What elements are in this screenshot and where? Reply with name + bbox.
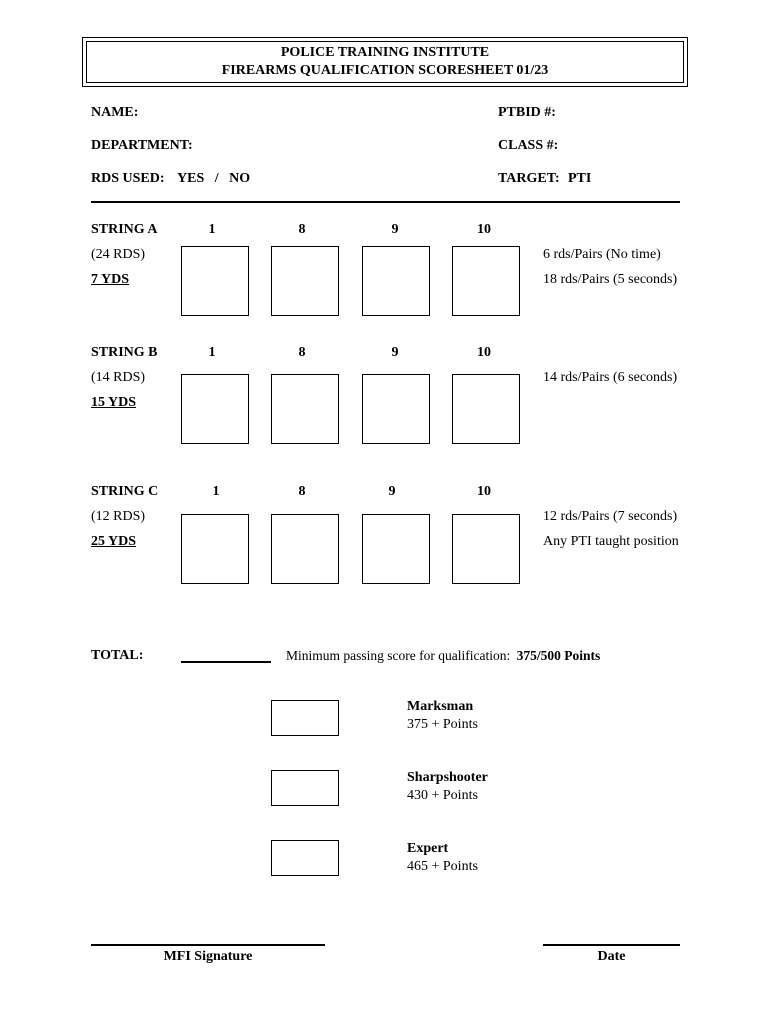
string-a-note-1: 6 rds/Pairs (No time)	[543, 247, 661, 262]
string-c-score-box-2[interactable]	[271, 514, 339, 584]
string-a-score-box-2[interactable]	[271, 246, 339, 316]
string-b-col-1: 1	[208, 345, 216, 360]
string-b-score-box-2[interactable]	[271, 374, 339, 444]
string-b-score-box-4[interactable]	[452, 374, 520, 444]
string-a-score-box-3[interactable]	[362, 246, 430, 316]
string-a-col-4: 10	[477, 222, 491, 237]
string-c-score-box-4[interactable]	[452, 514, 520, 584]
sharpshooter-points: 430 + Points	[407, 788, 478, 803]
string-b-col-2: 8	[298, 345, 306, 360]
institute-title: POLICE TRAINING INSTITUTE	[280, 45, 490, 60]
string-a-score-box-1[interactable]	[181, 246, 249, 316]
string-c-col-3: 9	[388, 484, 396, 499]
string-c-score-box-3[interactable]	[362, 514, 430, 584]
min-passing-text	[286, 648, 600, 664]
date-label: Date	[597, 949, 626, 964]
title-box	[82, 37, 688, 87]
string-b-distance: 15 YDS	[91, 395, 136, 410]
string-b-label: STRING B	[91, 345, 158, 360]
expert-label: Expert	[407, 841, 449, 856]
string-c-rounds: (12 RDS)	[91, 509, 146, 524]
min-passing-label: Minimum passing score for qualification:	[286, 648, 511, 663]
string-b-score-box-1[interactable]	[181, 374, 249, 444]
rds-used-label: RDS USED:	[91, 171, 165, 186]
total-score-line[interactable]	[181, 661, 271, 663]
sharpshooter-label: Sharpshooter	[407, 770, 488, 785]
scoresheet-title: FIREARMS QUALIFICATION SCORESHEET 01/23	[221, 63, 549, 78]
department-label: DEPARTMENT:	[91, 138, 193, 153]
string-c-col-1: 1	[212, 484, 220, 499]
sharpshooter-box[interactable]	[271, 770, 339, 806]
class-label: CLASS #:	[498, 138, 559, 153]
expert-box[interactable]	[271, 840, 339, 876]
string-a-note-2: 18 rds/Pairs (5 seconds)	[543, 272, 678, 287]
section-divider	[91, 201, 680, 203]
string-a-score-box-4[interactable]	[452, 246, 520, 316]
string-a-col-1: 1	[208, 222, 216, 237]
expert-points: 465 + Points	[407, 859, 478, 874]
date-line[interactable]	[543, 944, 680, 946]
string-b-rounds: (14 RDS)	[91, 370, 146, 385]
string-c-label: STRING C	[91, 484, 159, 499]
mfi-signature-label: MFI Signature	[163, 949, 253, 964]
marksman-box[interactable]	[271, 700, 339, 736]
string-a-label: STRING A	[91, 222, 158, 237]
target-value: PTI	[568, 171, 592, 186]
ptbid-label: PTBID #:	[498, 105, 556, 120]
string-a-distance: 7 YDS	[91, 272, 129, 287]
string-a-col-2: 8	[298, 222, 306, 237]
string-c-score-box-1[interactable]	[181, 514, 249, 584]
string-c-note-2: Any PTI taught position	[543, 534, 679, 549]
name-label: NAME:	[91, 105, 139, 120]
string-b-col-4: 10	[477, 345, 491, 360]
target-label: TARGET:	[498, 171, 560, 186]
string-c-note-1: 12 rds/Pairs (7 seconds)	[543, 509, 678, 524]
rds-used-options: YES / NO	[177, 171, 251, 186]
string-b-score-box-3[interactable]	[362, 374, 430, 444]
string-a-col-3: 9	[391, 222, 399, 237]
total-label: TOTAL:	[91, 648, 144, 663]
string-a-rounds: (24 RDS)	[91, 247, 146, 262]
string-b-note-1: 14 rds/Pairs (6 seconds)	[543, 370, 678, 385]
marksman-label: Marksman	[407, 699, 474, 714]
string-b-col-3: 9	[391, 345, 399, 360]
string-c-col-2: 8	[298, 484, 306, 499]
string-c-col-4: 10	[477, 484, 491, 499]
title-box-inner	[86, 41, 684, 83]
min-passing-value: 375/500 Points	[516, 648, 601, 663]
mfi-signature-line[interactable]	[91, 944, 325, 946]
marksman-points: 375 + Points	[407, 717, 478, 732]
string-c-distance: 25 YDS	[91, 534, 136, 549]
